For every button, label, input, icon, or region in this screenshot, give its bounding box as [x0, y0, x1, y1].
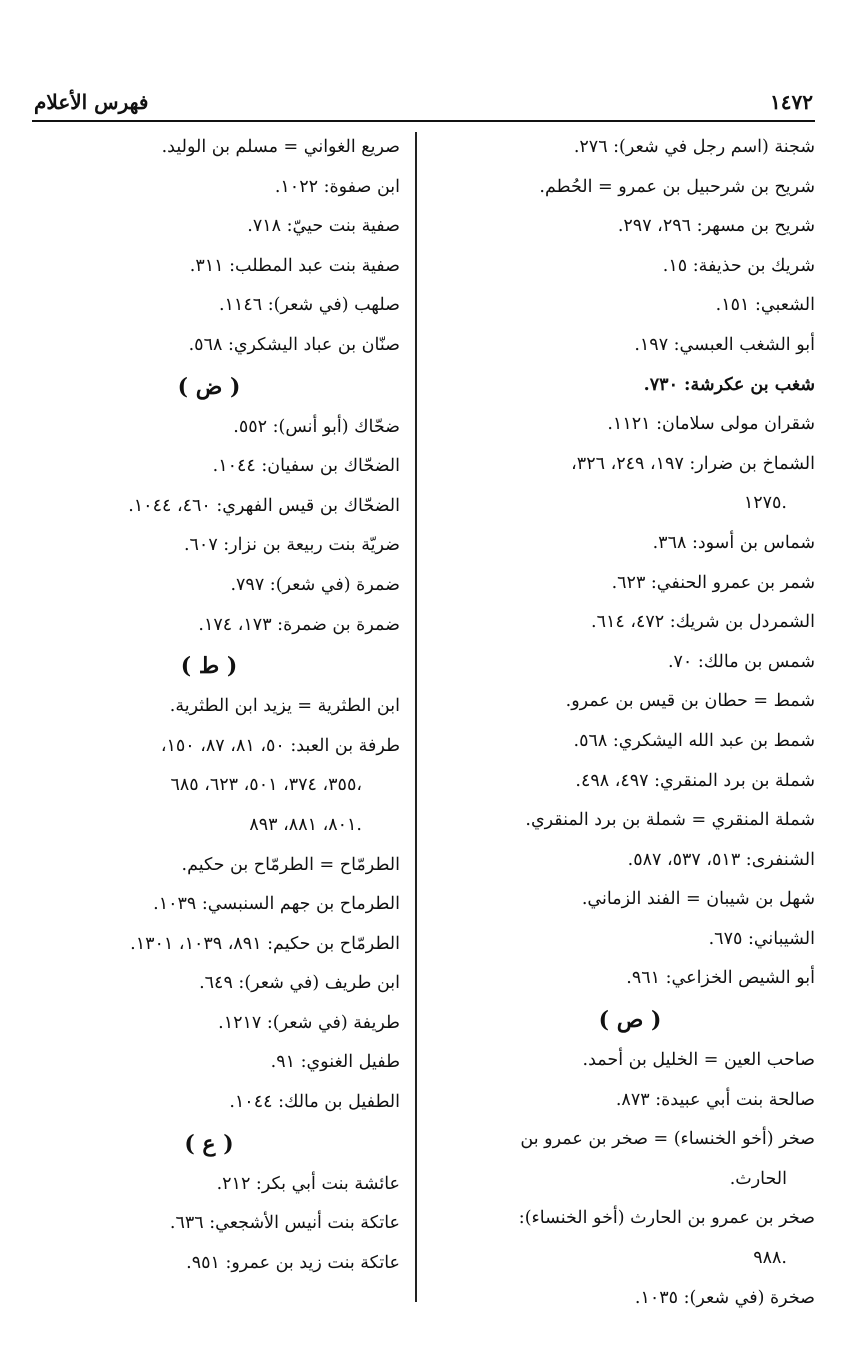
index-entry: ابن الطثرية = يزيد ابن الطثرية. — [169, 696, 400, 717]
index-entry-continuation: ١٢٧٥. — [743, 493, 787, 514]
index-entry-continuation: ٣٥٥، ٣٧٤، ٥٠١، ٦٢٣، ٦٨٥، — [170, 775, 362, 796]
index-entry: عاتكة بنت أنيس الأشجعي: ٦٣٦. — [169, 1213, 400, 1234]
index-entry: صفية بنت عبد المطلب: ٣١١. — [189, 255, 400, 276]
index-entry: صخر بن عمرو بن الحارث (أخو الخنساء): — [518, 1208, 815, 1229]
index-entry: طرفة بن العبد: ٥٠، ٨١، ٨٧، ١٥٠، — [160, 735, 400, 756]
section-heading: ( ض ) — [177, 373, 241, 400]
index-entry: صخر (أخو الخنساء) = صخر بن عمرو بن — [520, 1129, 815, 1150]
index-entry: شهل بن شيبان = الفند الزماني. — [581, 889, 815, 910]
index-entry: شملة بن برد المنقري: ٤٩٧، ٤٩٨. — [575, 770, 815, 791]
index-entry: الضحّاك بن قيس الفهري: ٤٦٠، ١٠٤٤. — [128, 495, 400, 516]
index-entry: الشمردل بن شريك: ٤٧٢، ٦١٤. — [590, 612, 815, 633]
column-divider — [415, 132, 417, 1302]
index-entry: شريك بن حذيفة: ١٥. — [662, 255, 815, 276]
index-entry: صخرة (في شعر): ١٠٣٥. — [634, 1287, 815, 1308]
section-heading: ( ط ) — [180, 653, 238, 680]
index-entry: الشنفرى: ٥١٣، ٥٣٧، ٥٨٧. — [627, 849, 815, 870]
right-column — [445, 128, 815, 1318]
index-entry: شمس بن مالك: ٧٠. — [667, 651, 815, 672]
index-entry-continuation: ٩٨٨. — [753, 1248, 787, 1269]
index-entry: الشيباني: ٦٧٥. — [708, 928, 815, 949]
index-entry: الشماخ بن ضرار: ١٩٧، ٢٤٩، ٣٢٦، — [571, 453, 815, 474]
index-entry: شمر بن عمرو الحنفي: ٦٢٣. — [611, 572, 815, 593]
index-entry: الطرمّاح بن حكيم: ٨٩١، ١٠٣٩، ١٣٠١. — [130, 933, 400, 954]
index-entry: شمط بن عبد الله اليشكري: ٥٦٨. — [573, 730, 815, 751]
index-entry: ضمرة بن ضمرة: ١٧٣، ١٧٤. — [198, 614, 400, 635]
running-title: فهرس الأعلام — [34, 90, 149, 114]
index-entry: الطرماح بن جهم السنبسي: ١٠٣٩. — [153, 894, 400, 915]
index-entry: الطفيل بن مالك: ١٠٤٤. — [229, 1092, 400, 1113]
index-entry: عاتكة بنت زيد بن عمرو: ٩٥١. — [186, 1252, 400, 1273]
index-entry: عائشة بنت أبي بكر: ٢١٢. — [216, 1173, 400, 1194]
index-entry: الشعبي: ١٥١. — [715, 295, 815, 316]
index-entry: شملة المنقري = شملة بن برد المنقري. — [525, 810, 815, 831]
index-entry: أبو الشغب العبسي: ١٩٧. — [634, 334, 815, 355]
index-entry: صنّان بن عباد اليشكري: ٥٦٨. — [188, 334, 400, 355]
index-entry: شريح بن شرحبيل بن عمرو = الحُطم. — [539, 176, 815, 197]
index-entry: صلهب (في شعر): ١١٤٦. — [218, 295, 400, 316]
section-heading: ( ص ) — [598, 1007, 662, 1034]
index-entry: شجنة (اسم رجل في شعر): ٢٧٦. — [573, 137, 815, 157]
index-entry: شماس بن أسود: ٣٦٨. — [652, 532, 815, 553]
index-entry: صالحة بنت أبي عبيدة: ٨٧٣. — [615, 1089, 815, 1110]
page-number: ١٤٧٢ — [770, 90, 813, 114]
index-entry: شمط = حطان بن قيس بن عمرو. — [565, 691, 815, 712]
index-entry: شقران مولى سلامان: ١١٢١. — [607, 414, 815, 435]
index-entry: الطرمّاح = الطرمّاح بن حكيم. — [181, 854, 400, 875]
section-heading: ( ع ) — [184, 1130, 234, 1157]
index-entry: أبو الشيص الخزاعي: ٩٦١. — [626, 968, 815, 989]
index-entry: شغب بن عكرشة: ٧٣٠. — [643, 374, 815, 395]
index-entry: طريفة (في شعر): ١٢١٧. — [218, 1012, 400, 1033]
index-entry: شريح بن مسهر: ٢٩٦، ٢٩٧. — [617, 216, 815, 237]
index-entry: ابن طريف (في شعر): ٦٤٩. — [199, 973, 400, 994]
index-entry: صاحب العين = الخليل بن أحمد. — [582, 1050, 815, 1071]
index-entry: صريع الغواني = مسلم بن الوليد. — [161, 137, 400, 157]
left-column — [18, 128, 400, 1283]
index-entry: الضحّاك بن سفيان: ١٠٤٤. — [212, 456, 400, 477]
index-entry: ضمرة (في شعر): ٧٩٧. — [230, 574, 400, 595]
index-entry: ضحّاك (أبو أنس): ٥٥٢. — [233, 416, 400, 437]
index-entry: ضريّة بنت ربيعة بن نزار: ٦٠٧. — [183, 535, 400, 556]
index-entry: صفية بنت حييّ: ٧١٨. — [247, 216, 400, 237]
index-entry: طفيل الغنوي: ٩١. — [270, 1052, 400, 1073]
page-header — [32, 80, 815, 122]
index-entry-continuation: الحارث. — [729, 1168, 787, 1189]
index-entry-continuation: ٨٠١، ٨٨١، ٨٩٣. — [249, 814, 362, 835]
index-entry: ابن صفوة: ١٠٢٢. — [274, 176, 400, 197]
